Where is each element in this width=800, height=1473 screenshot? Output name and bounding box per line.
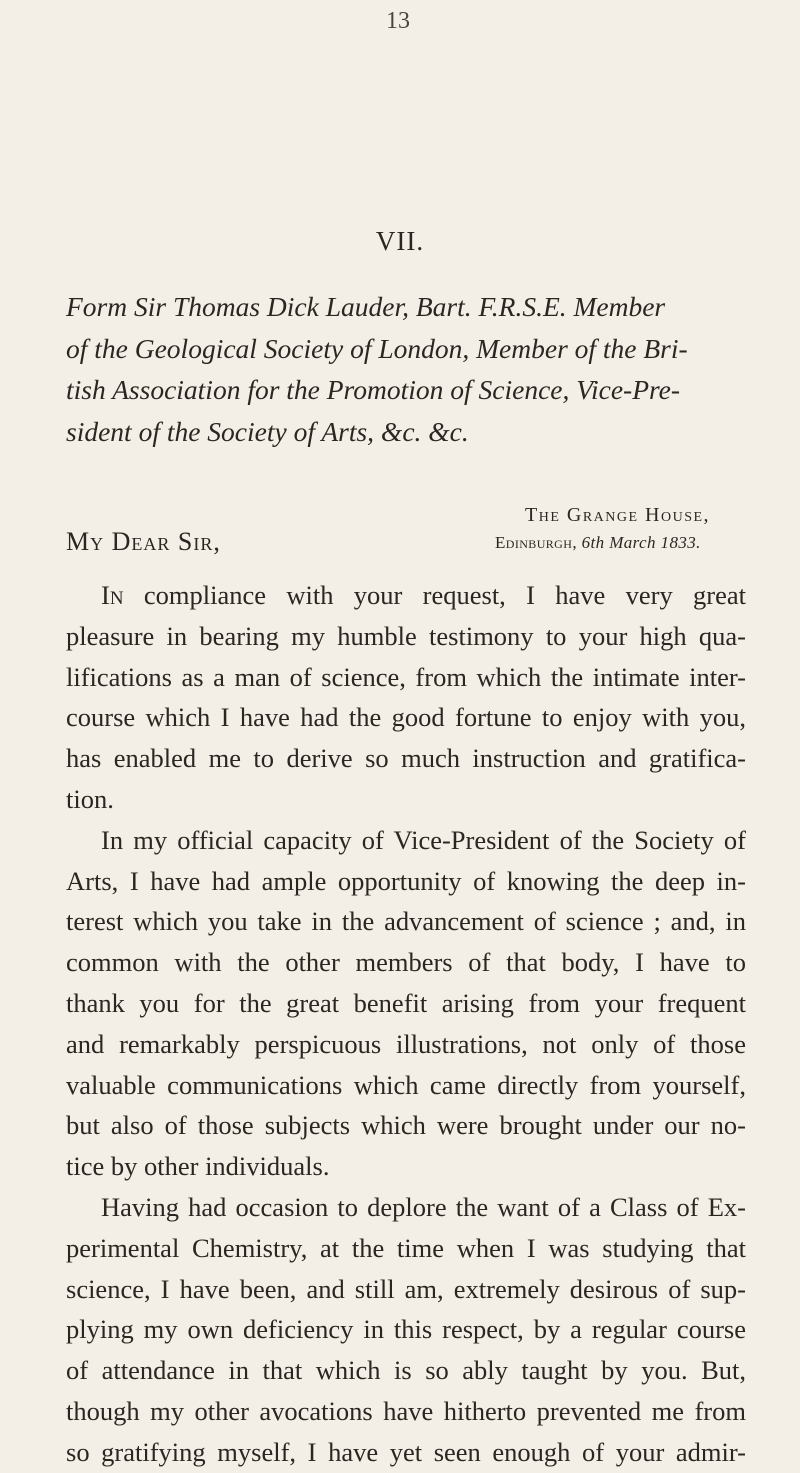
body-line: common with the other members of that body, I have to (66, 947, 746, 978)
dateline-place: Edinburgh, (495, 533, 577, 552)
body-line: but also of those subjects which were brought under our no- (66, 1110, 746, 1141)
body-line: Having had occasion to deplore the want of a Class of Ex- (101, 1191, 746, 1222)
body-line: plying my own deficiency in this respect, by a regular course (66, 1314, 746, 1345)
dateline-house: The Grange House, (525, 504, 711, 526)
body-line: science, I have been, and still am, extremely desirous of sup- (66, 1273, 746, 1304)
body-line: course which I have had the good fortune to enjoy with you, (66, 702, 746, 733)
body-line: of attendance in that which is so ably taught by you. But, (66, 1355, 746, 1386)
body-line: lifications as a man of science, from which the intimate inter- (66, 661, 746, 692)
body-line: so gratifying myself, I have yet seen enough of your admir- (66, 1436, 746, 1467)
body-line: tion. (66, 783, 114, 814)
body-line (66, 575, 746, 616)
letter-body (66, 575, 746, 1473)
body-line: though my other avocations have hitherto prevented me from (66, 1395, 746, 1426)
body-line: Arts, I have had ample opportunity of knowing the deep in- (66, 865, 746, 896)
body-line: tice by other individuals. (66, 1151, 330, 1182)
heading-line: sident of the Society of Arts, &c. &c. (66, 415, 469, 447)
dateline (495, 501, 710, 557)
heading-line: tish Association for the Promotion of Science, Vice-Pre- (66, 374, 681, 405)
body-line: and remarkably perspicuous illustrations, not only of those (66, 1028, 746, 1059)
section-number: VII. (375, 226, 425, 256)
body-line: thank you for the great benefit arising from your frequent (66, 987, 746, 1018)
letter-heading (66, 286, 746, 452)
body-line: has enabled me to derive so much instruction and gratifica- (66, 743, 746, 774)
body-line: terest which you take in the advancement of science ; and, in (66, 906, 746, 937)
page-number: 13 (386, 8, 410, 34)
body-line-text: compliance with your request, I have very great (123, 580, 746, 610)
dateline-date: 6th March 1833. (581, 533, 701, 552)
heading-line: Form Sir Thomas Dick Lauder, Bart. F.R.S.E. Member (66, 291, 666, 322)
paragraph-lead-word: In (101, 580, 124, 610)
heading-line: of the Geological Society of London, Member of the Bri- (66, 332, 688, 364)
salutation: My Dear Sir, (66, 527, 221, 556)
body-line: pleasure in bearing my humble testimony to your high qua- (66, 620, 746, 651)
body-line: perimental Chemistry, at the time when I was studying that (66, 1232, 746, 1263)
body-line: In my official capacity of Vice-President of the Society of (101, 824, 746, 855)
body-line: valuable communications which came directly from yourself, (66, 1069, 746, 1100)
